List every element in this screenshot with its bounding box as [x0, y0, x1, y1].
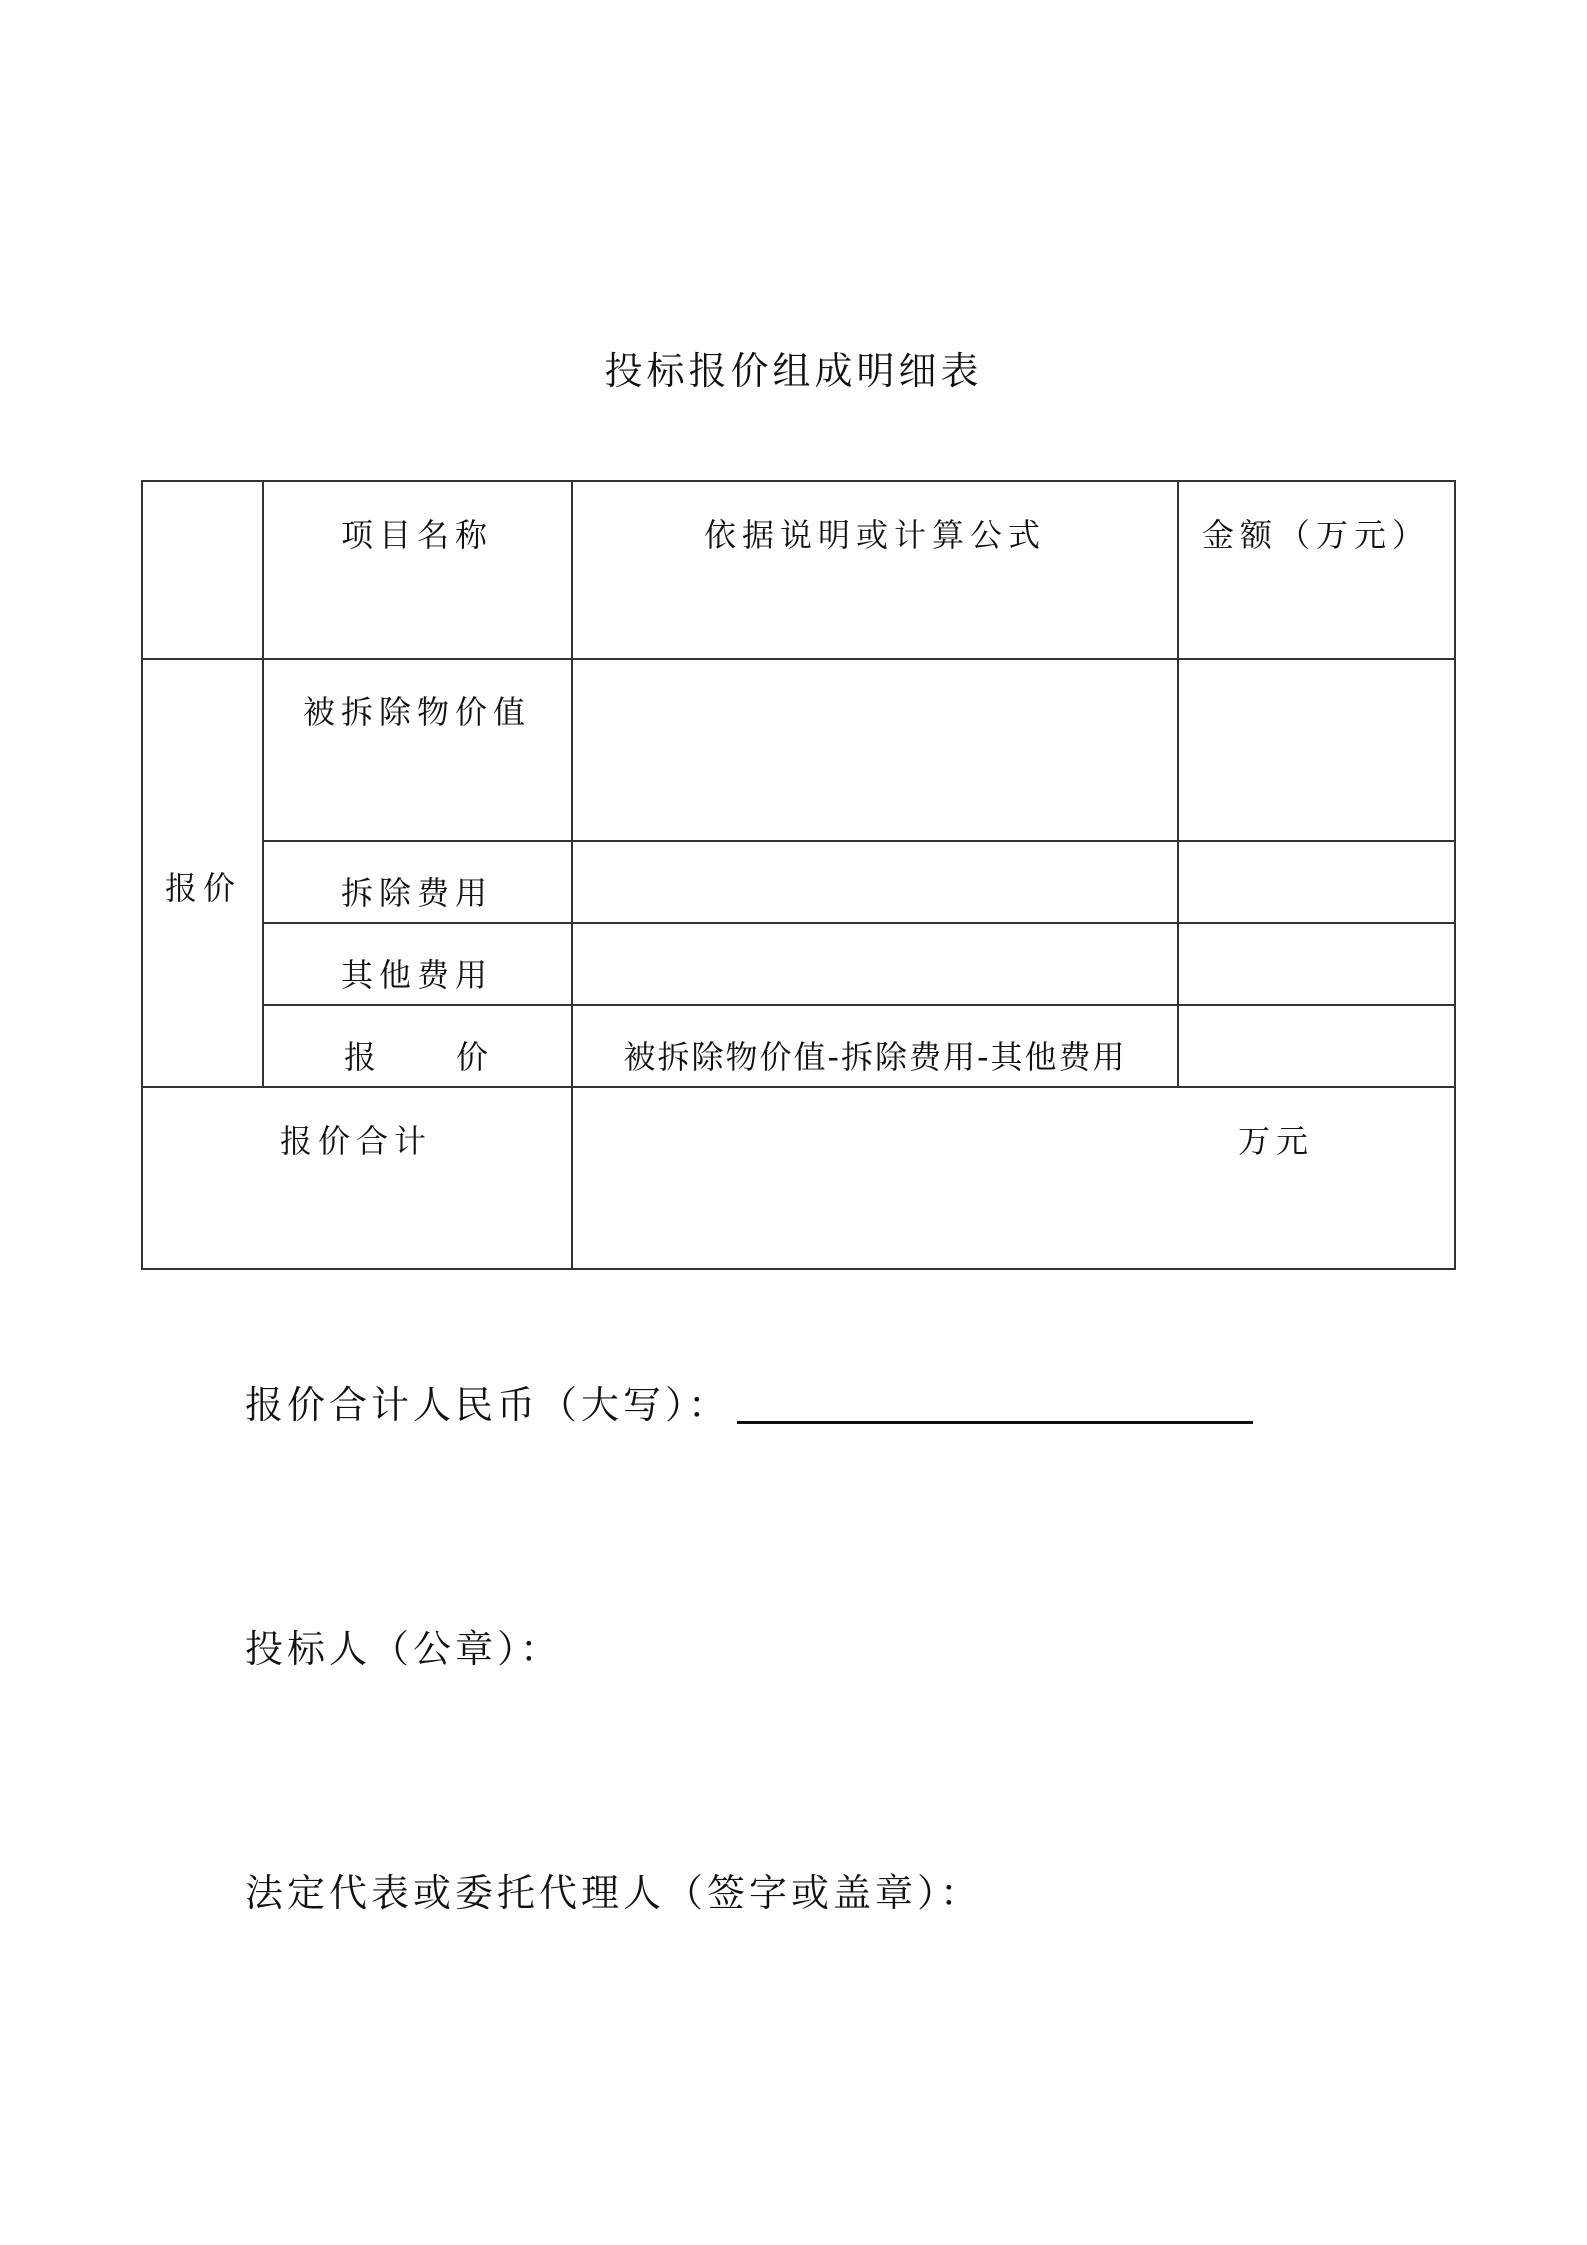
- bidder-seal-label: 投标人（公章）：: [245, 1627, 563, 1671]
- group-label-quote: 报价: [164, 869, 242, 907]
- table-border-right: [1454, 480, 1456, 1270]
- row-name-other-cost: 其他费用: [340, 956, 494, 994]
- table-rule-name-col: [571, 480, 573, 1270]
- table-rule-amount-col: [1177, 480, 1179, 1088]
- table-border-bottom: [141, 1268, 1456, 1270]
- total-label: 报价合计: [279, 1122, 433, 1160]
- table-rule-row3-bottom: [262, 1004, 1456, 1006]
- total-rmb-label: 报价合计人民币（大写）：: [245, 1383, 731, 1427]
- quote-row-formula: 被拆除物价值-拆除费用-其他费用: [623, 1038, 1127, 1076]
- quote-row-name-left: 报: [344, 1038, 383, 1076]
- header-basis: 依据说明或计算公式: [703, 516, 1047, 554]
- quote-breakdown-table: [141, 480, 1456, 1270]
- table-border-left: [141, 480, 143, 1270]
- table-rule-row2-bottom: [262, 922, 1456, 924]
- representative-signature-label: 法定代表或委托代理人（签字或盖章）：: [245, 1871, 983, 1915]
- total-rmb-input-line[interactable]: [737, 1421, 1253, 1424]
- table-rule-group-col: [262, 480, 264, 1088]
- table-border-top: [141, 480, 1456, 482]
- table-rule-header-bottom: [141, 658, 1456, 660]
- total-unit: 万元: [1237, 1122, 1315, 1160]
- document-title: 投标报价组成明细表: [604, 349, 983, 393]
- quote-row-name-right: 价: [456, 1038, 495, 1076]
- table-rule-row1-bottom: [262, 840, 1456, 842]
- header-item-name: 项目名称: [340, 516, 494, 554]
- row-name-demolished-value: 被拆除物价值: [302, 693, 532, 731]
- header-amount: 金额（万元）: [1201, 516, 1431, 554]
- table-rule-quote-bottom: [141, 1086, 1456, 1088]
- row-name-demolition-cost: 拆除费用: [340, 874, 494, 912]
